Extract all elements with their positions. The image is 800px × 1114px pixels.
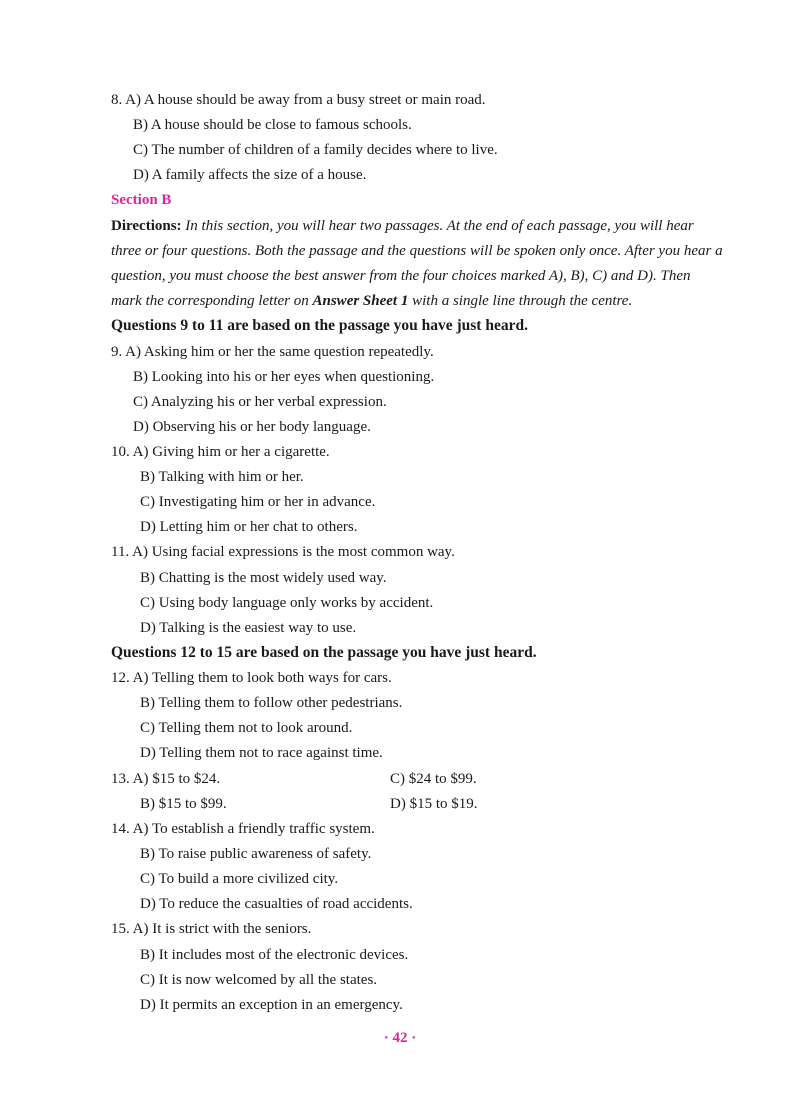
q11-option-c: C) Using body language only works by accident. (140, 595, 434, 611)
directions-text-4a: mark the corresponding letter on (111, 293, 313, 309)
directions-line-3: question, you must choose the best answer from the four choices marked A), B), C) and D). Then (111, 268, 691, 284)
q10-option-b: B) Talking with him or her. (140, 469, 304, 485)
q11-option-a: 11. A) Using facial expressions is the most common way. (111, 544, 455, 560)
q11-option-d: D) Talking is the easiest way to use. (140, 620, 357, 636)
q14-option-d: D) To reduce the casualties of road accidents. (140, 896, 413, 912)
page-number: · 42 · (383, 1030, 417, 1046)
section-b-title: Section B (111, 192, 172, 208)
q9-option-b: B) Looking into his or her eyes when questioning. (133, 369, 435, 385)
directions-line-1 (111, 216, 694, 236)
directions-sep: : (176, 218, 182, 234)
directions-line-4 (111, 291, 632, 311)
q9-option-c: C) Analyzing his or her verbal expression. (133, 394, 387, 410)
q13-option-d: D) $15 to $19. (390, 796, 478, 812)
q10-option-c: C) Investigating him or her in advance. (140, 494, 376, 510)
q11-option-b: B) Chatting is the most widely used way. (140, 570, 387, 586)
q12-option-a: 12. A) Telling them to look both ways for cars. (111, 670, 392, 686)
q10-option-d: D) Letting him or her chat to others. (140, 519, 358, 535)
q14-option-c: C) To build a more civilized city. (140, 871, 339, 887)
q13-option-c: C) $24 to $99. (390, 771, 477, 787)
directions-label: Directions (111, 218, 177, 234)
directions-text-1: In this section, you will hear two passages. At the end of each passage, you will hear (185, 218, 694, 234)
q14-option-b: B) To raise public awareness of safety. (140, 846, 372, 862)
q8-option-a: 8. A) A house should be away from a busy street or main road. (111, 92, 486, 108)
q12-option-b: B) Telling them to follow other pedestrians. (140, 695, 403, 711)
q13-option-b: B) $15 to $99. (140, 796, 227, 812)
q15-option-b: B) It includes most of the electronic devices. (140, 947, 409, 963)
questions-9-11-heading: Questions 9 to 11 are based on the passage you have just heard. (111, 317, 528, 334)
q9-option-d: D) Observing his or her body language. (133, 419, 371, 435)
q15-option-d: D) It permits an exception in an emergency. (140, 997, 403, 1013)
q15-option-c: C) It is now welcomed by all the states. (140, 972, 378, 988)
q15-option-a: 15. A) It is strict with the seniors. (111, 921, 312, 937)
q10-option-a: 10. A) Giving him or her a cigarette. (111, 444, 330, 460)
q9-option-a: 9. A) Asking him or her the same question repeatedly. (111, 344, 434, 360)
answer-sheet-label: Answer Sheet 1 (312, 293, 409, 309)
q13-option-a: 13. A) $15 to $24. (111, 771, 221, 787)
directions-line-2: three or four questions. Both the passage and the questions will be spoken only once. After you hear a (111, 243, 723, 259)
q8-option-b: B) A house should be close to famous schools. (133, 117, 412, 133)
q8-option-d: D) A family affects the size of a house. (133, 167, 367, 183)
q12-option-d: D) Telling them not to race against time. (140, 745, 383, 761)
q12-option-c: C) Telling them not to look around. (140, 720, 353, 736)
directions-text-4b: with a single line through the centre. (408, 293, 633, 309)
q14-option-a: 14. A) To establish a friendly traffic system. (111, 821, 375, 837)
q8-option-c: C) The number of children of a family decides where to live. (133, 142, 498, 158)
questions-12-15-heading: Questions 12 to 15 are based on the passage you have just heard. (111, 644, 537, 661)
